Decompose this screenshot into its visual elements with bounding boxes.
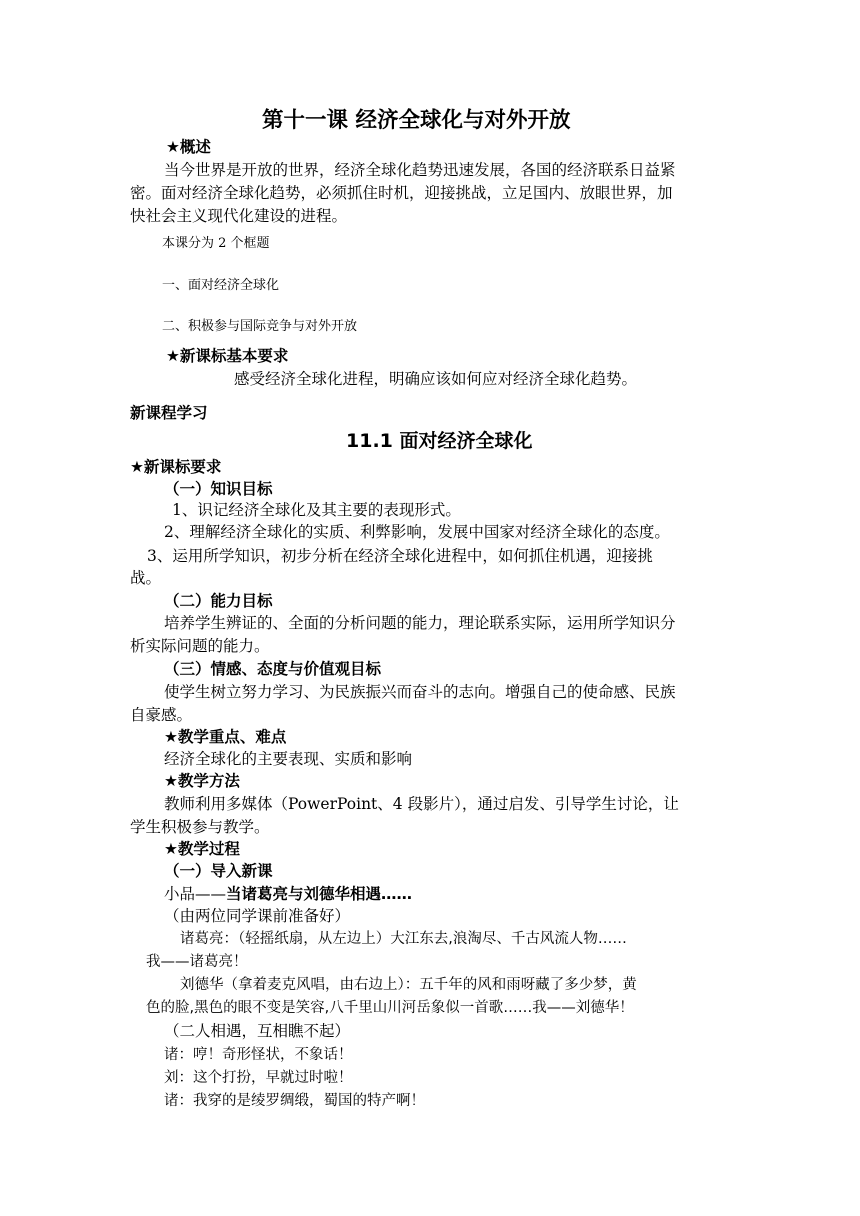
frame-item: 一、面对经济全球化 xyxy=(162,278,280,293)
knowledge-heading: （一）知识目标 xyxy=(164,480,273,498)
prep-note: （由两位同学课前准备好） xyxy=(164,907,351,925)
page-title: 第十一课 经济全球化与对外开放 xyxy=(262,108,571,133)
knowledge-item: 2、理解经济全球化的实质、利弊影响，发展中国家对经济全球化的态度。 xyxy=(164,523,670,541)
overview-heading: ★概述 xyxy=(166,138,211,156)
requirements-heading: ★新课标要求 xyxy=(130,458,222,476)
skit-title: 当诸葛亮与刘德华相遇…… xyxy=(226,885,413,903)
ability-text: 析实际问题的能力。 xyxy=(130,637,270,655)
emotion-text: 使学生树立努力学习、为民族振兴而奋斗的志向。增强自己的使命感、民族 xyxy=(164,683,676,701)
key-points-text: 经济全球化的主要表现、实质和影响 xyxy=(164,750,413,768)
dialog-line: 刘：这个打扮，早就过时啦！ xyxy=(164,1070,353,1086)
emotion-text: 自豪感。 xyxy=(130,706,193,724)
method-text: 教师利用多媒体（PowerPoint、4 段影片），通过启发、引导学生讨论，让 xyxy=(164,795,679,813)
knowledge-item: 1、识记经济全球化及其主要的表现形式。 xyxy=(172,501,461,519)
overview-line: 密。面对经济全球化趋势，必须抓住时机，迎接挑战，立足国内、放眼世界，加 xyxy=(130,184,673,202)
key-points-heading: ★教学重点、难点 xyxy=(164,728,287,746)
dialog-line: 诸：我穿的是绫罗绸缎，蜀国的特产啊！ xyxy=(164,1093,425,1109)
overview-line: 快社会主义现代化建设的进程。 xyxy=(130,207,348,225)
knowledge-item: 3、运用所学知识，初步分析在经济全球化进程中，如何抓住机遇，迎接挑 xyxy=(147,547,653,565)
process-heading: ★教学过程 xyxy=(164,840,240,858)
method-text: 学生积极参与教学。 xyxy=(130,818,270,836)
liu-line: 色的脸,黑色的眼不变是笑容,八千里山川河岳象似一首歌……我——刘德华！ xyxy=(146,1000,634,1016)
zhuge-line: 诸葛亮：（轻摇纸扇，从左边上）大江东去,浪淘尽、千古风流人物…… xyxy=(180,931,627,947)
liu-line: 刘德华（拿着麦克风唱，由右边上）：五千年的风和雨呀藏了多少梦，黄 xyxy=(180,977,637,993)
intro-heading: （一）导入新课 xyxy=(164,862,273,880)
knowledge-item: 战。 xyxy=(130,569,162,587)
ability-text: 培养学生辨证的、全面的分析问题的能力，理论联系实际，运用所学知识分 xyxy=(164,614,676,632)
frames-intro: 本课分为 2 个框题 xyxy=(162,236,270,251)
skit-line xyxy=(164,884,412,904)
overview-line: 当今世界是开放的世界，经济全球化趋势迅速发展，各国的经济联系日益紧 xyxy=(164,161,676,179)
meet-note: （二人相遇，互相瞧不起） xyxy=(164,1022,351,1040)
standard-text: 感受经济全球化进程，明确应该如何应对经济全球化趋势。 xyxy=(234,370,638,388)
ability-heading: （二）能力目标 xyxy=(164,592,273,610)
section-title: 11.1 面对经济全球化 xyxy=(346,430,533,452)
standard-heading: ★新课标基本要求 xyxy=(166,347,289,365)
dialog-line: 诸：哼！奇形怪状，不象话！ xyxy=(164,1047,353,1063)
zhuge-line: 我——诸葛亮！ xyxy=(146,954,248,970)
method-heading: ★教学方法 xyxy=(164,772,240,790)
frame-item: 二、积极参与国际竞争与对外开放 xyxy=(162,319,358,334)
study-label: 新课程学习 xyxy=(130,404,208,422)
emotion-heading: （三）情感、态度与价值观目标 xyxy=(164,660,382,678)
skit-prefix: 小品—— xyxy=(164,885,227,903)
